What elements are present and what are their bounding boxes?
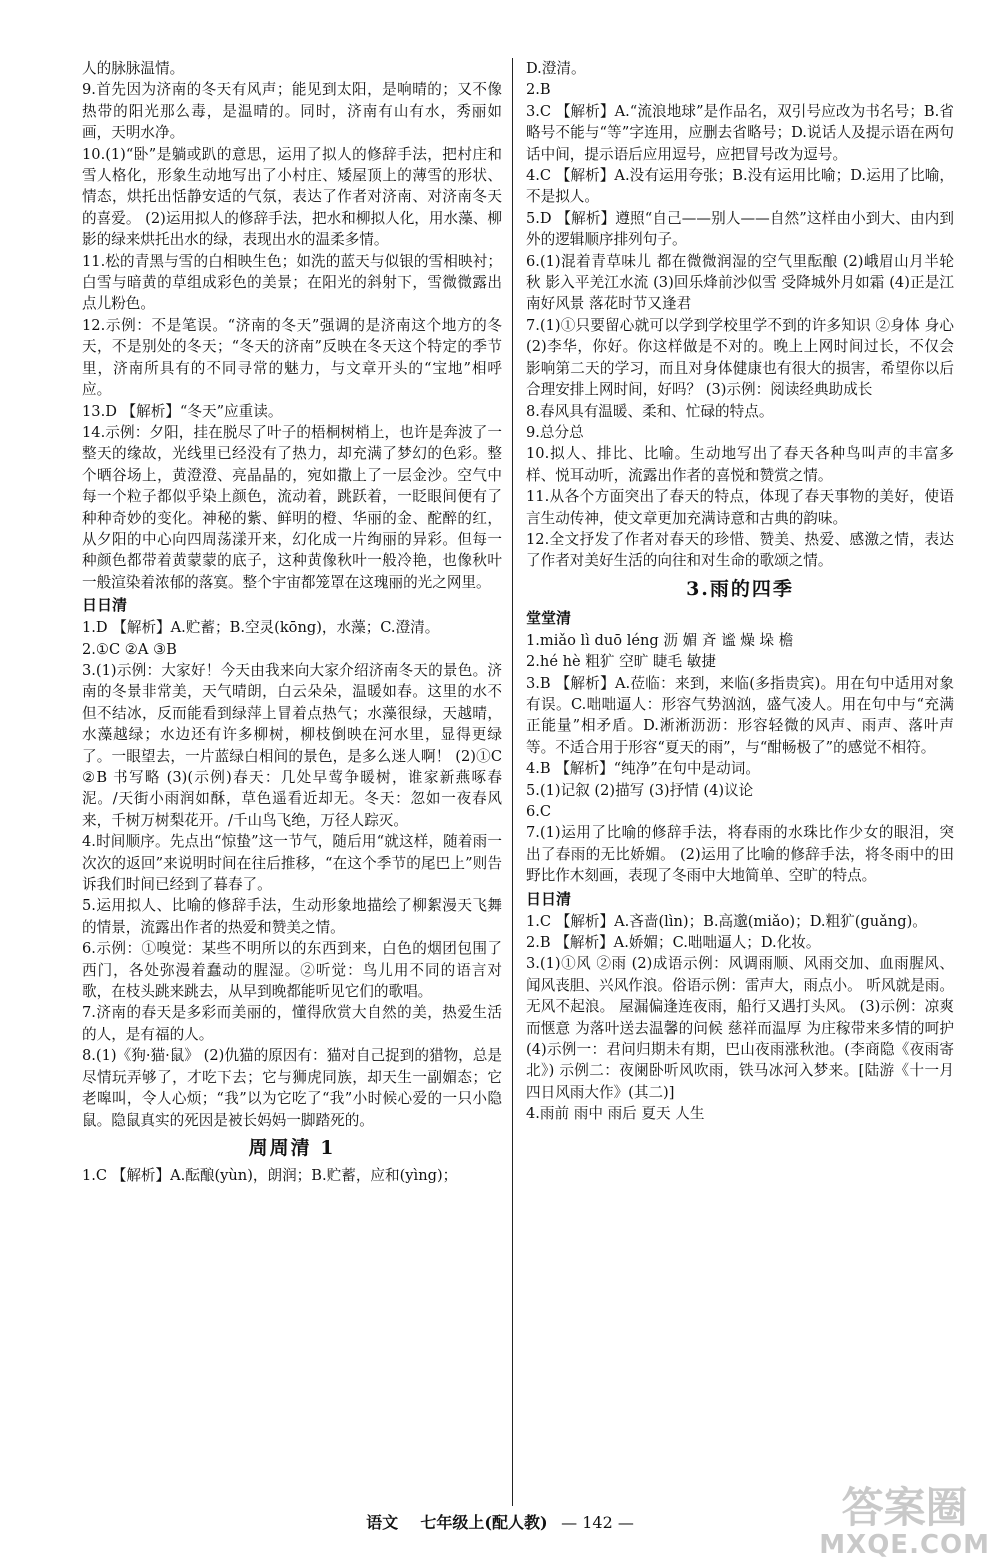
watermark	[819, 1483, 990, 1560]
right-column	[526, 58, 959, 1125]
answer-paragraph: 2.hé hè 粗犷 空旷 睫毛 敏捷	[526, 653, 716, 671]
answer-paragraph: 1.C 【解析】A.吝啬(lìn)；B.高邈(miǎo)；D.粗犷(guǎng)。	[526, 912, 927, 930]
answer-paragraph: 11.松的青黑与雪的白相映生色；如洗的蓝天与似银的雪相映衬；白雪与暗黄的草组成彩色的美景；在阳光的斜射下，雪微微露出点儿粉色。	[82, 252, 502, 313]
answer-paragraph: 5.运用拟人、比喻的修辞手法，生动形象地描绘了柳絮漫天飞舞的情景，流露出作者的热爱和赞美之情。	[82, 897, 502, 936]
answer-paragraph: 2.B 【解析】A.娇媚；C.咄咄逼人；D.化妆。	[526, 934, 821, 952]
answer-paragraph: D.澄清。	[526, 60, 586, 77]
answer-paragraph: 11.从各个方面突出了春天的特点，体现了春天事物的美好，使语言生动传神，使文章更加充满诗意和古典的韵味。	[526, 488, 954, 527]
watermark-logo-text: 答案圈	[841, 1483, 968, 1532]
answer-paragraph: 4.C 【解析】A.没有运用夸张；B.没有运用比喻；D.运用了比喻，不是拟人。	[526, 167, 954, 206]
answer-paragraph: 7.(1)运用了比喻的修辞手法，将春雨的水珠比作少女的眼泪，突出了春雨的无比娇媚。 (2)运用了比喻的修辞手法，将冬雨中的田野比作木刻画，表现了冬雨中大地简单、空旷的特点。	[526, 824, 954, 885]
answer-paragraph: 3.B 【解析】A.莅临：来到，来临(多指贵宾)。用在句中适用对象有误。C.咄咄逼人：形容气势汹汹，盛气凌人。用在句中与“充满正能量”相矛盾。D.淅淅沥沥：形容轻微的风声、雨声、落叶声等。不适合用于形容“夏天的雨”，与“酣畅极了”的感觉不相符。	[526, 674, 954, 756]
footer-grade: 七年级上(配人教)	[420, 1513, 548, 1532]
answer-paragraph: 3.C 【解析】A.“流浪地球”是作品名，双引号应改为书名号；B.省略号不能与“等”字连用，应删去省略号；D.说话人及提示语在两句话中间，提示语后应用逗号，应把冒号改为逗号。	[526, 102, 954, 163]
answer-paragraph: 8.(1)《狗·猫·鼠》 (2)仇猫的原因有：猫对自己捉到的猎物，总是尽情玩弄够了，才吃下去；它与狮虎同族，却天生一副媚态；它老嗥叫，令人心烦；“我”以为它吃了“我”小时候心爱的一只小隐鼠。隐鼠真实的死因是被长妈妈一脚踏死的。	[82, 1047, 502, 1129]
answer-paragraph: 12.全文抒发了作者对春天的珍惜、赞美、热爱、感激之情，表达了作者对美好生活的向往和对生命的歌颂之情。	[526, 530, 954, 570]
footer-subject: 语文	[366, 1513, 399, 1532]
column-divider	[512, 58, 513, 1506]
answer-paragraph: 4.时间顺序。先点出“惊蛰”这一节气，随后用“就这样，随着雨一次次的返回”来说明时间在往后推移，“在这个季节的尾巴上”则告诉我们时间已经到了暮春了。	[82, 833, 502, 894]
answer-paragraph: 5.(1)记叙 (2)描写 (3)抒情 (4)议论	[526, 781, 754, 799]
answer-paragraph: 5.D 【解析】遵照“自己——别人——自然”这样由小到大、由内到外的逻辑顺序排列句子。	[526, 209, 954, 249]
subsection-label: 日日清	[526, 889, 572, 908]
answer-paragraph: 1.D 【解析】A.贮蓄；B.空灵(kōng)，水藻；C.澄清。	[82, 619, 440, 637]
answer-paragraph: 2.①C ②A ③B	[82, 640, 177, 658]
answer-paragraph: 7.济南的春天是多彩而美丽的，懂得欣赏大自然的美，热爱生活的人，是有福的人。	[82, 1004, 502, 1043]
answer-paragraph: 1.miǎo lì duō léng 沥 媚 斉 谧 燥 垛 檐	[526, 631, 794, 649]
answer-paragraph: 7.(1)①只要留心就可以学到学校里学不到的许多知识 ②身体 身心 (2)李华，你好。你这样做是不对的。晚上上网时间过长，不仅会影响第二天的学习，而且对身体健康也有很大的损害，希望你以后合理安排上网时间，好吗？ (3)示例：阅读经典助成长	[526, 316, 959, 399]
answer-paragraph: 4.B 【解析】“纯净”在句中是动词。	[526, 760, 760, 778]
answer-paragraph: 8.春风具有温暖、柔和、忙碌的特点。	[526, 402, 774, 420]
answer-paragraph: 14.示例：夕阳，挂在脱尽了叶子的梧桐树梢上，也许是奔波了一整天的缘故，光线里已经没有了热力，却充满了梦幻的色彩。整个晒谷场上，黄澄澄、亮晶晶的，宛如撒上了一层金沙。空气中每一个粒子都似乎染上颜色，流动着，跳跃着，一眨眼间便有了种种奇妙的变化。神秘的紫、鲜明的橙、华丽的金、酡醉的红，从夕阳的中心向四周荡漾开来，幻化成一片绚丽的异彩。但每一种颜色都带着黄蒙蒙的底子，这种黄像秋叶一般冷艳，也像秋叶一般渲染着浓郁的落寞。整个宇宙都笼罩在这瑰丽的光之网里。	[82, 423, 502, 591]
answer-paragraph: 13.D 【解析】“冬天”应重读。	[82, 402, 283, 420]
answer-paragraph: 10.(1)“卧”是躺或趴的意思，运用了拟人的修辞手法，把村庄和雪人格化，形象生动地写出了小村庄、矮屋顶上的薄雪的形状、情态，烘托出恬静安适的气氛，表达了作者对济南、对济南冬天的喜爱。 (2)运用拟人的修辞手法，把水和柳拟人化，用水藻、柳影的绿来烘托出水的绿，表现出水的温柔多情。	[82, 145, 502, 249]
page-number: — 142 —	[561, 1513, 634, 1532]
section-heading: 3.雨的四季	[686, 577, 794, 600]
answer-paragraph: 6.C	[526, 803, 552, 820]
answer-paragraph: 10.拟人、排比、比喻。生动地写出了春天各种鸟叫声的丰富多样、悦耳动听，流露出作者的喜悦和赞赏之情。	[526, 445, 954, 484]
answer-paragraph: 4.雨前 雨中 雨后 夏天 人生	[526, 1105, 705, 1123]
subsection-label: 堂堂清	[526, 608, 572, 627]
answer-paragraph: 9.总分总	[526, 423, 584, 441]
answer-paragraph: 2.B	[526, 81, 551, 99]
answer-paragraph: 6.示例：①嗅觉：某些不明所以的东西到来，白色的烟团包围了西门，各处弥漫着蠢动的腥湿。②听觉：鸟儿用不同的语言对歌，在枝头跳来跳去，从早到晚都能听见它们的歌唱。	[82, 940, 502, 1001]
answer-paragraph: 人的脉脉温情。	[82, 60, 185, 77]
answer-paragraph: 12.示例：不是笔误。“济南的冬天”强调的是济南这个地方的冬天，不是别处的冬天；“冬天的济南”反映在冬天这个特定的季节里，济南所具有的不同寻常的魅力，与文章开头的“宝地”相呼应。	[82, 316, 502, 399]
subsection-label: 日日清	[82, 596, 128, 615]
answer-paragraph: 1.C 【解析】A.酝酿(yùn)，朗润；B.贮蓄，应和(yìng)；	[82, 1166, 458, 1184]
section-heading: 周周清 1	[248, 1136, 336, 1159]
answer-paragraph: 3.(1)①风 ②雨 (2)成语示例：风调雨顺、风雨交加、血雨腥风、闻风丧胆、兴风作浪。俗语示例：雷声大，雨点小。 听风就是雨。 无风不起浪。 屋漏偏逢连夜雨，船行又遇打头风。 (3)示例：凉爽而惬意 为落叶送去温馨的问候 慈祥而温厚 为庄稼带来多情的呵护 (4)示例一：君问归期未有期，巴山夜雨涨秋池。(李商隐《夜雨寄北》) 示例二：夜阑卧听风吹雨，铁马冰河入梦来。[陆游《十一月四日风雨大作》(其二)]	[526, 955, 959, 1101]
answer-paragraph: 3.(1)示例：大家好！今天由我来向大家介绍济南冬天的景色。济南的冬景非常美，天气晴朗，白云朵朵，温暖如春。这里的水不但不结冰，反而能看到绿萍上冒着点热气；水藻很绿，天越晴，水藻越绿；水边还有许多柳树，柳枝倒映在河水里，显得更绿了。一眼望去，一片蓝绿白相间的景色，是多么迷人啊！ (2)①C ②B 书写略 (3)(示例)春天：几处早莺争暖树，谁家新燕啄春泥。/天街小雨润如酥，草色遥看近却无。冬天：忽如一夜春风来，千树万树梨花开。/千山鸟飞绝，万径人踪灭。	[82, 661, 507, 829]
watermark-url: MXQE.COM	[819, 1530, 990, 1560]
left-column	[82, 58, 507, 1186]
answer-paragraph: 6.(1)混着青草味儿 都在微微润湿的空气里酝酿 (2)峨眉山月半轮秋 影入平羌江水流 (3)回乐烽前沙似雪 受降城外月如霜 (4)正是江南好风景 落花时节又逢君	[526, 252, 954, 313]
answer-paragraph: 9.首先因为济南的冬天有风声；能见到太阳，是响晴的；又不像热带的阳光那么毒，是温晴的。同时，济南有山有水，秀丽如画，天明水净。	[82, 81, 502, 142]
